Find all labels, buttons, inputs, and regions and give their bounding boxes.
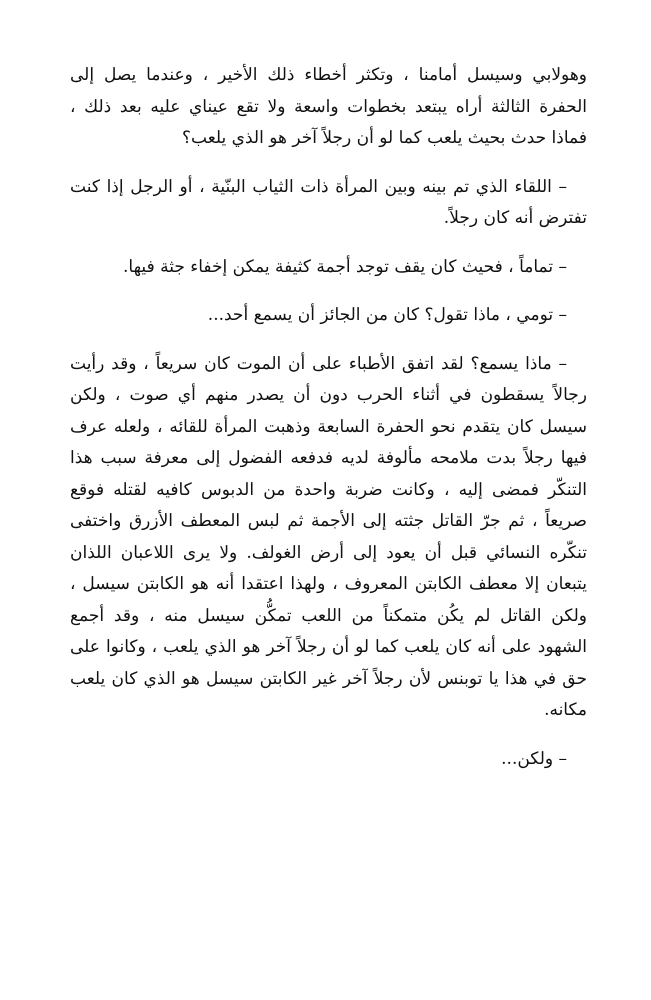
paragraph-dialog: – ولكن...: [501, 748, 567, 769]
paragraph-dialog: – ماذا يسمع؟ لقد اتفق الأطباء على أن الموت كان سريعاً ، وقد رأيت رجالاً يسقطون في أثناء الحرب دون أن يصدر منهم أي صوت ، ولكن سيسل كان يتقدم نحو الحفرة السابعة وذهبت المرأة للقائه ، ولعله عرف فيها رجلاً بدت ملامحه مألوفة لديه فدفعه الفضول إلى معرفة سبب هذا التنكّر فمضى إليه ، وكانت ضربة واحدة من الدبوس كافيه لقتله فوقع صريعاً ، ثم جرّ القاتل جثته إلى الأجمة ثم لبس المعطف الأزرق واختفى تنكّره النسائي قبل أن يعود إلى أرض الغولف. ولا يرى اللاعبان اللذان يتبعان إلا معطف الكابتن المعروف ، ولهذا اعتقدا أنه هو الكابتن سيسل ، ولكن القاتل لم يكُن متمكناً من اللعب تمكُّن سيسل منه ، وقد أجمع الشهود على أنه كان يلعب كما لو أن رجلاً آخر هو الذي يلعب ، وكانوا على حق في هذا يا توبنس لأن رجلاً آخر غير الكابتن سيسل هو الذي كان يلعب مكانه.: [70, 353, 587, 720]
paragraph-dialog: – اللقاء الذي تم بينه وبين المرأة ذات الثياب البنّية ، أو الرجل إذا كنت تفترض أنه كان رجلاً.: [70, 176, 587, 228]
book-page: [70, 60, 587, 792]
paragraph-narration: وهولابي وسيسل أمامنا ، وتكثر أخطاء ذلك الأخير ، وعندما يصل إلى الحفرة الثالثة أراه يبتعد بخطوات واسعة ولا تقع عيناي عليه بعد ذلك ، فماذا حدث بحيث يلعب كما لو أن رجلاً آخر هو الذي يلعب؟: [70, 65, 587, 148]
paragraph-dialog: – تماماً ، فحيث كان يقف توجد أجمة كثيفة يمكن إخفاء جثة فيها.: [123, 256, 567, 277]
paragraph-dialog: – تومي ، ماذا تقول؟ كان من الجائز أن يسمع أحد...: [207, 305, 567, 325]
